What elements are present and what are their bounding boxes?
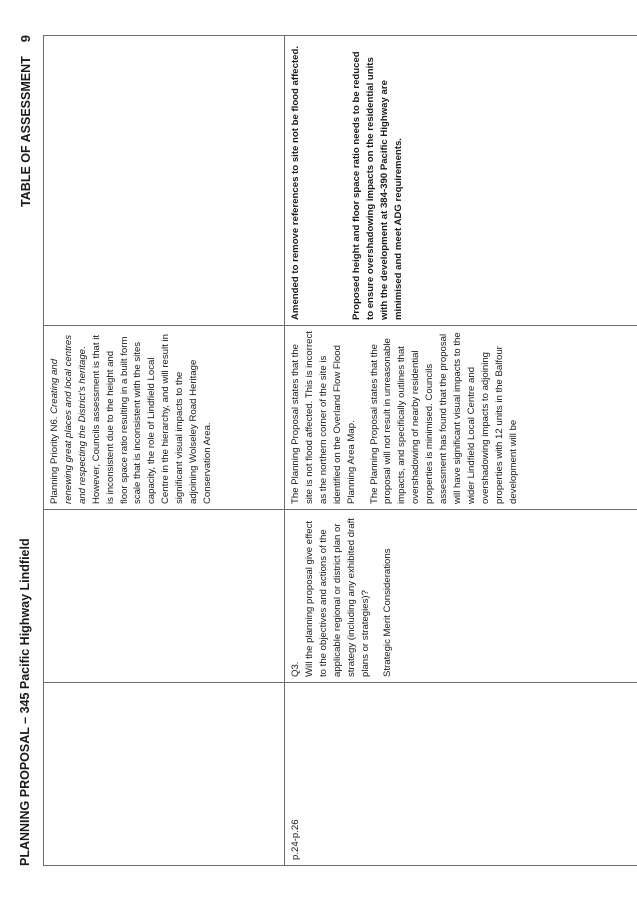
- action-cell: [285, 36, 637, 326]
- question-subheading: Strategic Merit Considerations: [382, 548, 394, 677]
- section-title: TABLE OF ASSESSMENT: [19, 56, 33, 207]
- comment-italic: Creating and renewing great places and local centres and respecting the District’s heritage: [49, 334, 88, 504]
- question-cell: [285, 510, 637, 683]
- action-paragraph: Proposed height and floor space ratio needs to be reduced to ensure overshadowing impacts on the residential units with the development at 384-390 Pacific Highway are minimised and meet ADG requirements.: [350, 51, 404, 320]
- ref-cell: [44, 683, 285, 866]
- question-number: Q3.: [290, 661, 301, 677]
- comment-cell: [285, 326, 637, 510]
- comment-paragraph: The Planning Proposal states that the site is not flood affected. This is incorrect as the northern corner of the site is identified on the Overland Flow Flood Planning Area Map.: [290, 331, 357, 504]
- question-cell: [44, 510, 285, 683]
- assessment-table: [43, 35, 637, 866]
- question-text: Will the planning proposal give effect to the objectives and actions of the applicable regional or district plan or strategy (including any exhibited draft plans or strategies)?: [303, 518, 371, 677]
- table-row: [285, 36, 637, 866]
- page-header: [18, 35, 38, 866]
- section-header: [18, 35, 33, 207]
- table-row: [44, 36, 285, 866]
- action-paragraph: Amended to remove references to site not be flood affected.: [290, 45, 301, 320]
- comment-cell: [44, 326, 285, 510]
- comment-text: Planning Priority N6.: [49, 416, 60, 504]
- ref-cell: p.24-p.26: [285, 683, 637, 866]
- document-title: PLANNING PROPOSAL – 345 Pacific Highway Lindfield: [18, 538, 32, 866]
- comment-paragraph: The Planning Proposal states that the proposal will not result in unreasonable impacts, and specifically outlines that overshadowing of nearby residential properties is minimised. Councils assessment has found that the proposal will have significant visual impacts to the wider Lindfield Local Centre and overshadowing impacts to adjoining properties with 12 units in the Balfour development will be: [368, 332, 519, 504]
- comment-text-rest: . However, Councils assessment is that it is inconsistent due to the height and floor space ratio resulting in a built form scale that is inconsistent with the sites capacity, the role of Lindfield Local Centre in the hierarchy, and will result in significant visual impacts to the adjoining Wolseley Road Heritage Conservation Area.: [76, 334, 213, 504]
- page-number: 9: [18, 35, 33, 43]
- action-cell: [44, 36, 285, 326]
